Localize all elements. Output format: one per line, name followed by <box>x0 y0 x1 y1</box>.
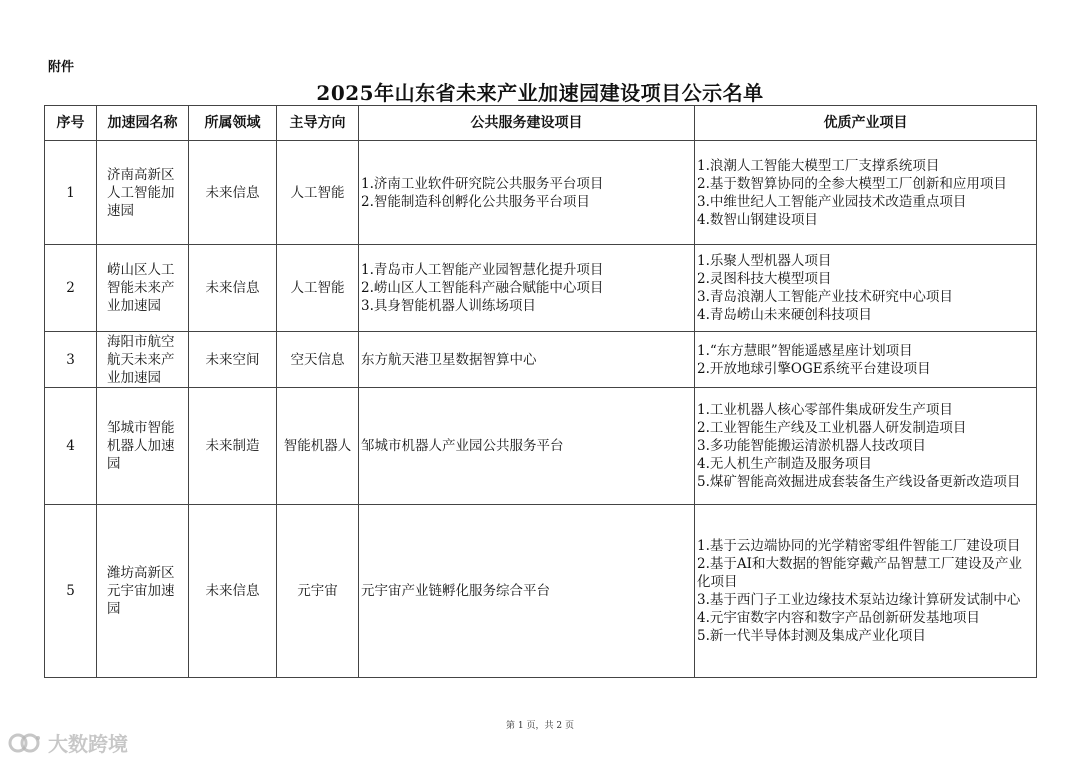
quality-project-item: 2.工业智能生产线及工业机器人研发制造项目 <box>697 420 967 436</box>
table-header-row <box>45 106 1037 141</box>
row-no: 1 <box>45 141 97 245</box>
quality-project-item: 1.“东方慧眼”智能遥感星座计划项目 <box>697 342 913 359</box>
row-direction: 智能机器人 <box>277 388 359 505</box>
public-project-item: 3.具身智能机器人训练场项目 <box>361 298 536 314</box>
row-direction: 人工智能 <box>277 245 359 332</box>
row-no: 3 <box>45 332 97 388</box>
row-direction: 人工智能 <box>277 141 359 245</box>
row-public-projects <box>359 505 695 678</box>
row-public-projects <box>359 388 695 505</box>
quality-project-item: 3.中维世纪人工智能产业园技术改造重点项目 <box>697 193 967 210</box>
page-footer: 第 1 页，共 2 页 <box>506 721 574 731</box>
table-row <box>45 505 1037 678</box>
row-quality-projects <box>695 141 1037 245</box>
public-project-item: 邹城市机器人产业园公共服务平台 <box>361 438 564 454</box>
quality-project-item: 1.浪潮人工智能大模型工厂支撑系统项目 <box>697 157 940 174</box>
header-public-service: 公共服务建设项目 <box>359 106 695 141</box>
table-row <box>45 388 1037 505</box>
public-project-item: 2.智能制造科创孵化公共服务平台项目 <box>361 193 590 210</box>
quality-project-item: 2.基于AI和大数据的智能穿戴产品智慧工厂建设及产业化项目 <box>697 556 1022 590</box>
row-quality-projects <box>695 505 1037 678</box>
quality-project-item: 1.乐聚人型机器人项目 <box>697 253 832 269</box>
row-quality-projects <box>695 332 1037 388</box>
row-no: 2 <box>45 245 97 332</box>
quality-project-item: 3.基于西门子工业边缘技术泵站边缘计算研发试制中心 <box>697 592 1021 608</box>
row-name: 海阳市航空航天未来产业加速园 <box>97 332 189 388</box>
quality-project-item: 3.青岛浪潮人工智能产业技术研究中心项目 <box>697 289 953 305</box>
quality-project-item: 5.煤矿智能高效掘进成套装备生产线设备更新改造项目 <box>697 474 1021 490</box>
row-name: 潍坊高新区元宇宙加速园 <box>97 505 189 678</box>
row-public-projects <box>359 141 695 245</box>
table-row <box>45 245 1037 332</box>
row-name: 邹城市智能机器人加速园 <box>97 388 189 505</box>
header-no: 序号 <box>45 106 97 141</box>
page-title: 2025年山东省未来产业加速园建设项目公示名单 <box>316 81 764 105</box>
row-public-projects <box>359 245 695 332</box>
row-field: 未来信息 <box>189 245 277 332</box>
row-quality-projects <box>695 245 1037 332</box>
public-project-item: 2.崂山区人工智能科产融合赋能中心项目 <box>361 280 604 296</box>
quality-project-item: 2.基于数智算协同的全参大模型工厂创新和应用项目 <box>697 175 1007 192</box>
quality-project-item: 4.元宇宙数字内容和数字产品创新研发基地项目 <box>697 610 980 626</box>
watermark-logo-icon <box>8 730 44 756</box>
quality-project-item: 1.基于云边端协同的光学精密零组件智能工厂建设项目 <box>697 538 1021 554</box>
quality-project-item: 5.新一代半导体封测及集成产业化项目 <box>697 628 926 644</box>
public-project-item: 东方航天港卫星数据智算中心 <box>361 351 537 368</box>
watermark-text: 大数跨境 <box>48 732 128 756</box>
header-field: 所属领域 <box>189 106 277 141</box>
public-project-item: 1.青岛市人工智能产业园智慧化提升项目 <box>361 262 604 278</box>
quality-project-item: 4.青岛崂山未来硬创科技项目 <box>697 307 872 323</box>
project-table <box>44 105 1037 678</box>
quality-project-item: 2.灵图科技大模型项目 <box>697 271 832 287</box>
public-project-item: 1.济南工业软件研究院公共服务平台项目 <box>361 175 604 192</box>
row-no: 5 <box>45 505 97 678</box>
row-name: 济南高新区人工智能加速园 <box>97 141 189 245</box>
row-field: 未来信息 <box>189 141 277 245</box>
row-field: 未来制造 <box>189 388 277 505</box>
row-public-projects <box>359 332 695 388</box>
header-direction: 主导方向 <box>277 106 359 141</box>
row-no: 4 <box>45 388 97 505</box>
row-field: 未来空间 <box>189 332 277 388</box>
quality-project-item: 1.工业机器人核心零部件集成研发生产项目 <box>697 402 953 418</box>
attachment-label: 附件 <box>48 60 75 75</box>
quality-project-item: 3.多功能智能搬运清淤机器人技改项目 <box>697 438 926 454</box>
row-direction: 空天信息 <box>277 332 359 388</box>
header-quality-projects: 优质产业项目 <box>695 106 1037 141</box>
quality-project-item: 2.开放地球引擎OGE系统平台建设项目 <box>697 360 931 377</box>
watermark <box>8 728 128 757</box>
row-direction: 元宇宙 <box>277 505 359 678</box>
table-row <box>45 332 1037 388</box>
quality-project-item: 4.数智山钢建设项目 <box>697 211 818 228</box>
row-field: 未来信息 <box>189 505 277 678</box>
header-name: 加速园名称 <box>97 106 189 141</box>
row-quality-projects <box>695 388 1037 505</box>
public-project-item: 元宇宙产业链孵化服务综合平台 <box>361 583 550 599</box>
quality-project-item: 4.无人机生产制造及服务项目 <box>697 456 872 472</box>
row-name: 崂山区人工智能未来产业加速园 <box>97 245 189 332</box>
table-row <box>45 141 1037 245</box>
